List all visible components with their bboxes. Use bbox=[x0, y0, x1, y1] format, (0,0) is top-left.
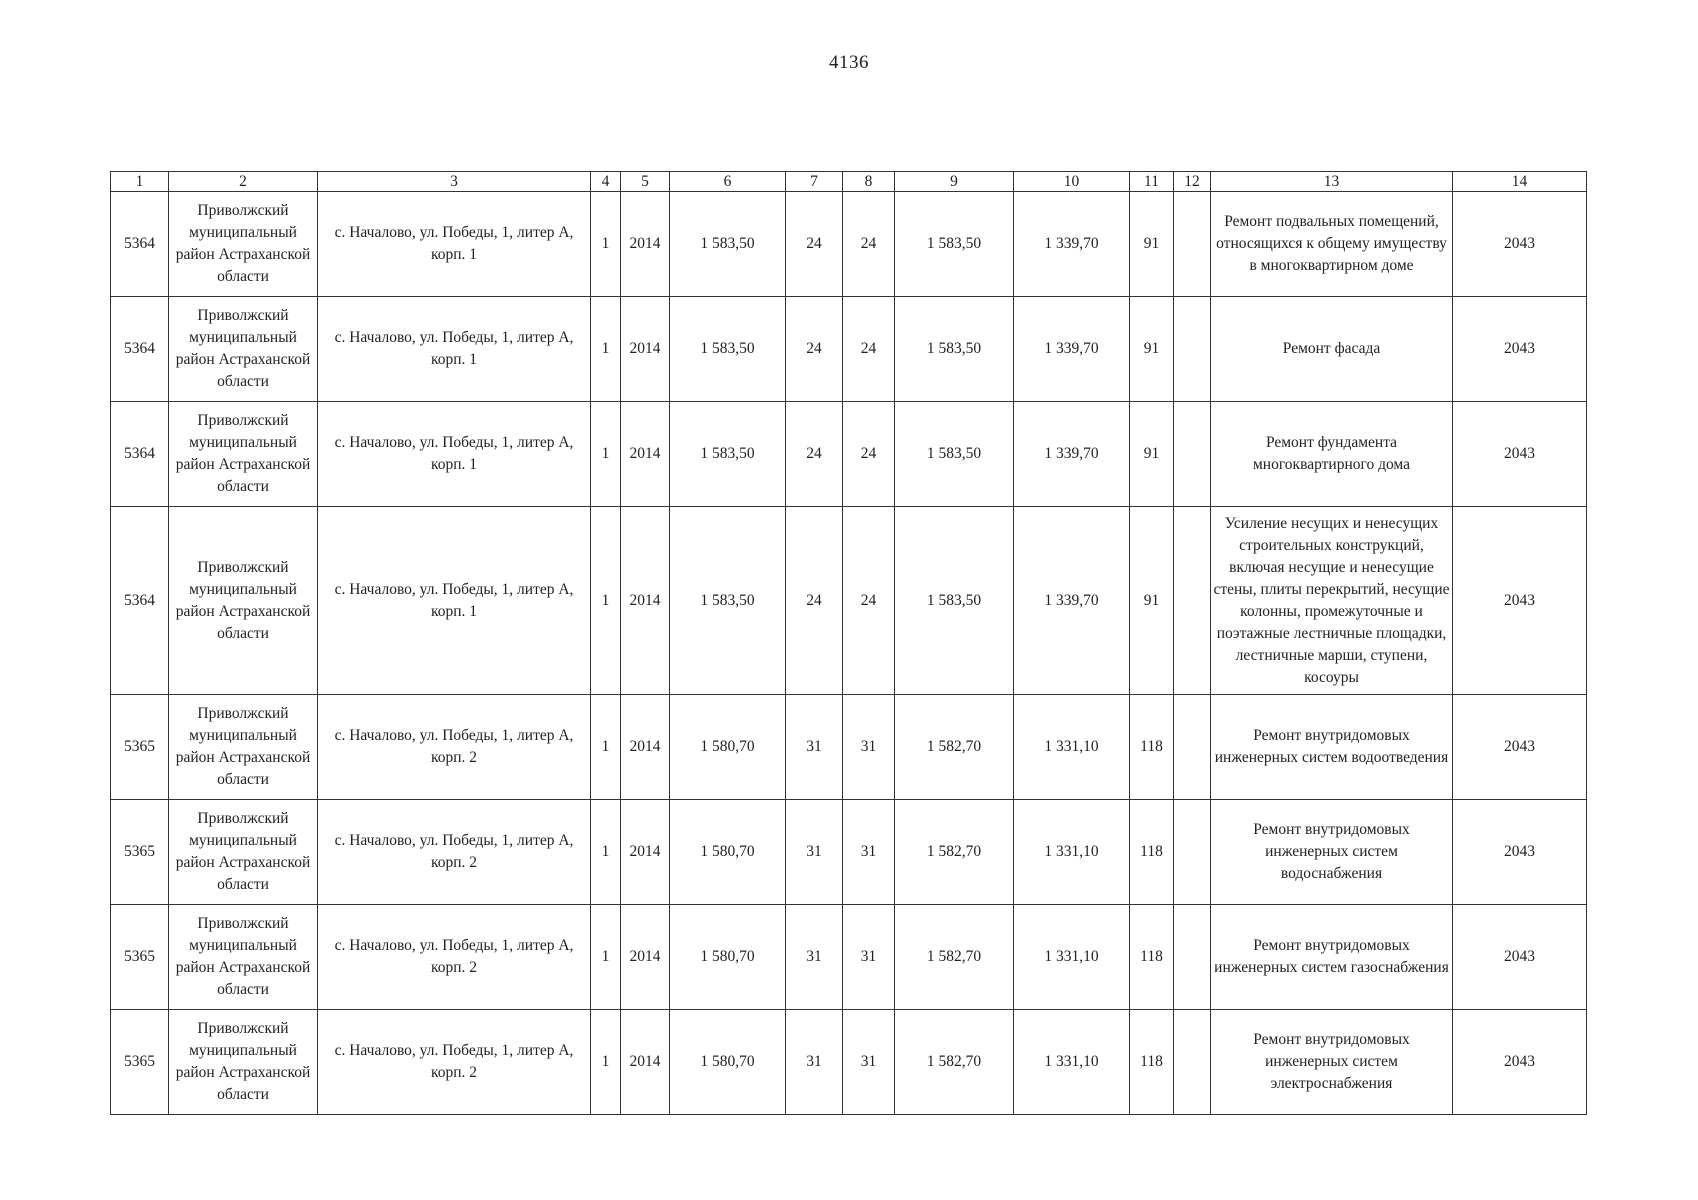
plan-year-cell: 2043 bbox=[1453, 192, 1587, 297]
header-cell: 12 bbox=[1174, 172, 1211, 192]
table-cell: 91 bbox=[1130, 402, 1174, 507]
table-cell: 31 bbox=[843, 905, 895, 1010]
table-cell: 31 bbox=[843, 695, 895, 800]
work-type-cell: Ремонт внутридомовых инженерных систем водоснабжения bbox=[1211, 800, 1453, 905]
address-cell: с. Началово, ул. Победы, 1, литер А, корп. 2 bbox=[318, 800, 591, 905]
table-cell: 91 bbox=[1130, 192, 1174, 297]
district-cell: Приволжский муниципальный район Астраханской области bbox=[169, 192, 318, 297]
header-cell: 1 bbox=[111, 172, 169, 192]
header-cell: 5 bbox=[621, 172, 670, 192]
table-cell: 1 bbox=[591, 800, 621, 905]
year-cell: 2014 bbox=[621, 192, 670, 297]
table-cell: 1 583,50 bbox=[670, 297, 786, 402]
address-cell: с. Началово, ул. Победы, 1, литер А, корп. 1 bbox=[318, 402, 591, 507]
work-type-cell: Ремонт подвальных помещений, относящихся к общему имуществу в многоквартирном доме bbox=[1211, 192, 1453, 297]
table-cell: 1 583,50 bbox=[895, 402, 1014, 507]
house-id-cell: 5364 bbox=[111, 297, 169, 402]
table-cell: 31 bbox=[786, 800, 843, 905]
table-cell: 24 bbox=[786, 297, 843, 402]
table-cell: 24 bbox=[843, 402, 895, 507]
table-cell: 118 bbox=[1130, 695, 1174, 800]
table-cell: 1 339,70 bbox=[1014, 507, 1130, 695]
table-cell: 1 582,70 bbox=[895, 1010, 1014, 1115]
table-row bbox=[111, 800, 1587, 905]
table-row bbox=[111, 507, 1587, 695]
table-cell: 1 331,10 bbox=[1014, 800, 1130, 905]
year-cell: 2014 bbox=[621, 1010, 670, 1115]
table-cell: 1 bbox=[591, 695, 621, 800]
header-cell: 14 bbox=[1453, 172, 1587, 192]
header-cell: 11 bbox=[1130, 172, 1174, 192]
plan-year-cell: 2043 bbox=[1453, 1010, 1587, 1115]
work-type-cell: Ремонт внутридомовых инженерных систем газоснабжения bbox=[1211, 905, 1453, 1010]
table-cell bbox=[1174, 695, 1211, 800]
plan-year-cell: 2043 bbox=[1453, 695, 1587, 800]
table-cell: 1 580,70 bbox=[670, 905, 786, 1010]
work-type-cell: Ремонт внутридомовых инженерных систем водоотведения bbox=[1211, 695, 1453, 800]
table-row bbox=[111, 402, 1587, 507]
district-cell: Приволжский муниципальный район Астраханской области bbox=[169, 507, 318, 695]
address-cell: с. Началово, ул. Победы, 1, литер А, корп. 1 bbox=[318, 192, 591, 297]
district-cell: Приволжский муниципальный район Астраханской области bbox=[169, 905, 318, 1010]
header-row bbox=[111, 172, 1587, 192]
district-cell: Приволжский муниципальный район Астраханской области bbox=[169, 402, 318, 507]
table-cell: 1 331,10 bbox=[1014, 905, 1130, 1010]
table-cell: 1 339,70 bbox=[1014, 192, 1130, 297]
table-cell: 1 bbox=[591, 402, 621, 507]
table-cell: 1 583,50 bbox=[670, 507, 786, 695]
header-cell: 2 bbox=[169, 172, 318, 192]
table-row bbox=[111, 297, 1587, 402]
table-cell bbox=[1174, 1010, 1211, 1115]
address-cell: с. Началово, ул. Победы, 1, литер А, корп. 1 bbox=[318, 507, 591, 695]
work-type-cell: Ремонт фасада bbox=[1211, 297, 1453, 402]
table-cell: 24 bbox=[843, 507, 895, 695]
address-cell: с. Началово, ул. Победы, 1, литер А, корп. 2 bbox=[318, 695, 591, 800]
table-cell: 118 bbox=[1130, 800, 1174, 905]
table-row bbox=[111, 192, 1587, 297]
table-cell bbox=[1174, 507, 1211, 695]
table-cell bbox=[1174, 800, 1211, 905]
table-cell: 1 582,70 bbox=[895, 695, 1014, 800]
table-cell: 1 bbox=[591, 507, 621, 695]
table-cell: 31 bbox=[843, 1010, 895, 1115]
header-cell: 7 bbox=[786, 172, 843, 192]
table-cell bbox=[1174, 905, 1211, 1010]
table-cell: 1 582,70 bbox=[895, 905, 1014, 1010]
plan-year-cell: 2043 bbox=[1453, 297, 1587, 402]
table-cell: 24 bbox=[786, 192, 843, 297]
table-cell: 31 bbox=[786, 1010, 843, 1115]
table-cell: 1 583,50 bbox=[670, 402, 786, 507]
table-cell: 118 bbox=[1130, 905, 1174, 1010]
table-cell: 1 580,70 bbox=[670, 800, 786, 905]
table-cell: 1 bbox=[591, 192, 621, 297]
table-cell: 1 583,50 bbox=[895, 297, 1014, 402]
year-cell: 2014 bbox=[621, 402, 670, 507]
plan-year-cell: 2043 bbox=[1453, 402, 1587, 507]
table-cell bbox=[1174, 192, 1211, 297]
table-cell: 24 bbox=[843, 192, 895, 297]
table-cell: 1 bbox=[591, 1010, 621, 1115]
table-cell bbox=[1174, 297, 1211, 402]
table-cell: 91 bbox=[1130, 297, 1174, 402]
district-cell: Приволжский муниципальный район Астраханской области bbox=[169, 297, 318, 402]
work-type-cell: Усиление несущих и ненесущих строительных конструкций, включая несущие и ненесущие стены, плиты перекрытий, несущие колонны, промежуточные и поэтажные лестничные площадки, лестничные марши, ступени, косоуры bbox=[1211, 507, 1453, 695]
table-cell: 31 bbox=[843, 800, 895, 905]
table-cell: 24 bbox=[786, 402, 843, 507]
year-cell: 2014 bbox=[621, 905, 670, 1010]
table-cell: 118 bbox=[1130, 1010, 1174, 1115]
house-id-cell: 5365 bbox=[111, 800, 169, 905]
plan-year-cell: 2043 bbox=[1453, 800, 1587, 905]
table-cell: 1 582,70 bbox=[895, 800, 1014, 905]
work-type-cell: Ремонт внутридомовых инженерных систем электроснабжения bbox=[1211, 1010, 1453, 1115]
house-id-cell: 5365 bbox=[111, 1010, 169, 1115]
work-type-cell: Ремонт фундамента многоквартирного дома bbox=[1211, 402, 1453, 507]
table-cell: 1 583,50 bbox=[895, 192, 1014, 297]
year-cell: 2014 bbox=[621, 695, 670, 800]
district-cell: Приволжский муниципальный район Астраханской области bbox=[169, 800, 318, 905]
table-cell: 1 bbox=[591, 297, 621, 402]
table-cell: 31 bbox=[786, 695, 843, 800]
house-id-cell: 5364 bbox=[111, 507, 169, 695]
year-cell: 2014 bbox=[621, 800, 670, 905]
header-cell: 10 bbox=[1014, 172, 1130, 192]
year-cell: 2014 bbox=[621, 297, 670, 402]
table-cell: 1 339,70 bbox=[1014, 402, 1130, 507]
table-cell: 24 bbox=[843, 297, 895, 402]
table-cell: 1 331,10 bbox=[1014, 695, 1130, 800]
table-cell: 1 580,70 bbox=[670, 695, 786, 800]
address-cell: с. Началово, ул. Победы, 1, литер А, корп. 1 bbox=[318, 297, 591, 402]
table-row bbox=[111, 905, 1587, 1010]
year-cell: 2014 bbox=[621, 507, 670, 695]
district-cell: Приволжский муниципальный район Астраханской области bbox=[169, 695, 318, 800]
table-cell: 31 bbox=[786, 905, 843, 1010]
header-cell: 8 bbox=[843, 172, 895, 192]
header-cell: 6 bbox=[670, 172, 786, 192]
table-cell bbox=[1174, 402, 1211, 507]
header-cell: 4 bbox=[591, 172, 621, 192]
page-number: 4136 bbox=[829, 52, 869, 73]
table-cell: 1 331,10 bbox=[1014, 1010, 1130, 1115]
house-id-cell: 5364 bbox=[111, 402, 169, 507]
district-cell: Приволжский муниципальный район Астраханской области bbox=[169, 1010, 318, 1115]
table-cell: 1 bbox=[591, 905, 621, 1010]
table-cell: 1 583,50 bbox=[895, 507, 1014, 695]
header-cell: 3 bbox=[318, 172, 591, 192]
table-cell: 1 583,50 bbox=[670, 192, 786, 297]
house-id-cell: 5364 bbox=[111, 192, 169, 297]
address-cell: с. Началово, ул. Победы, 1, литер А, корп. 2 bbox=[318, 905, 591, 1010]
table-cell: 1 339,70 bbox=[1014, 297, 1130, 402]
table-row bbox=[111, 695, 1587, 800]
register-table bbox=[110, 171, 1587, 1115]
plan-year-cell: 2043 bbox=[1453, 905, 1587, 1010]
header-cell: 9 bbox=[895, 172, 1014, 192]
house-id-cell: 5365 bbox=[111, 695, 169, 800]
house-id-cell: 5365 bbox=[111, 905, 169, 1010]
header-cell: 13 bbox=[1211, 172, 1453, 192]
table-cell: 1 580,70 bbox=[670, 1010, 786, 1115]
plan-year-cell: 2043 bbox=[1453, 507, 1587, 695]
address-cell: с. Началово, ул. Победы, 1, литер А, корп. 2 bbox=[318, 1010, 591, 1115]
table-row bbox=[111, 1010, 1587, 1115]
table-cell: 24 bbox=[786, 507, 843, 695]
table-cell: 91 bbox=[1130, 507, 1174, 695]
